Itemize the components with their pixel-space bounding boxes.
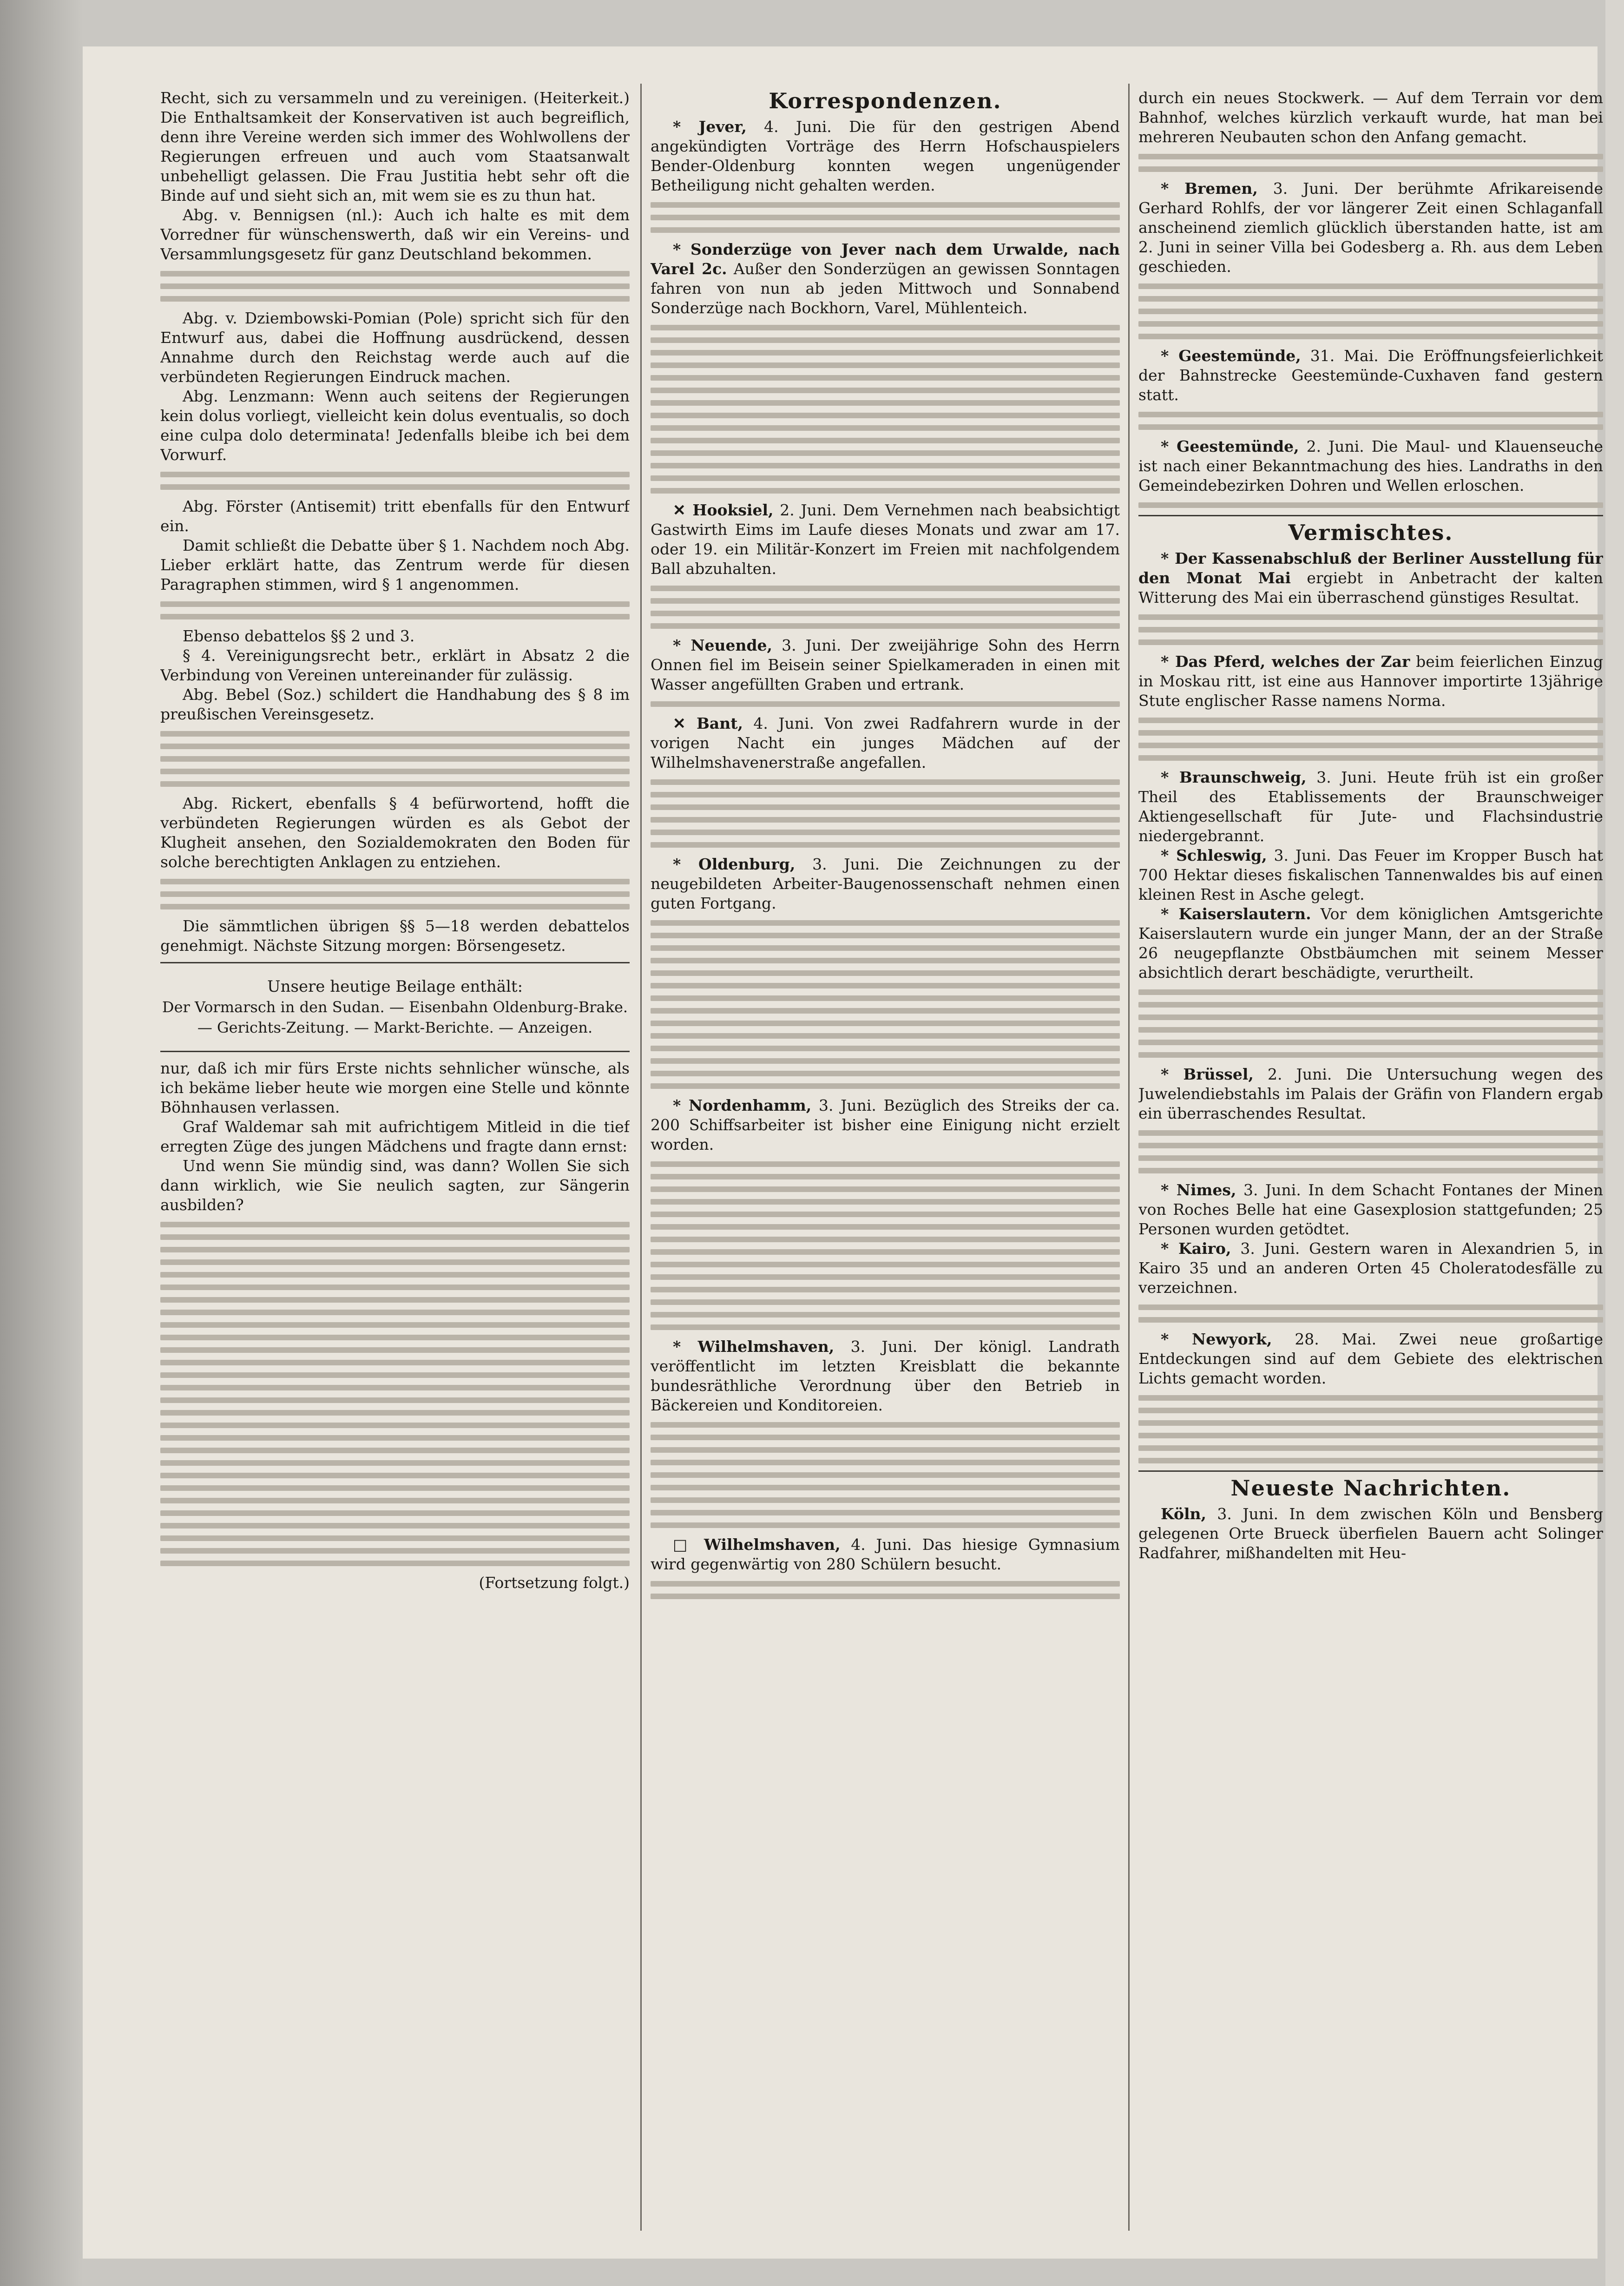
text-lines [1138,283,1603,339]
dateline-neuende: * Neuende, [673,636,773,654]
dateline-kaiserslautern: * Kaiserslautern. [1161,905,1311,923]
headline-sonderzuege: * Sonderzüge von Jever nach dem Urwalde, nach Varel 2c. [651,240,1120,278]
report-wilhelmshaven-2: 4. Juni. Das hiesige Gymnasium wird gegenwärtig von 280 Schülern besucht. [651,1535,1120,1573]
column-rule-1 [640,84,642,2231]
debate-sections: Ebenso debattelos §§ 2 und 3. [183,627,415,645]
speech-bennigsen: Abg. v. Bennigsen (nl.): Auch ich halte es mit dem Vorredner für wünschenswerth, daß wir ein Vereins- und Versammlungsgesetz für ganz Deutschland bekommen. [160,206,630,263]
text-lines [160,271,630,302]
text-lines [651,779,1120,848]
report-kaiserslautern: Vor dem königlichen Amtsgerichte Kaiserslautern wurde ein junger Mann, der an der Straße 26 neugepflanzte Obstbäumchen mit seinem Messer absichtlich derart beschädigte, verurtheilt. [1138,905,1603,982]
column-2 [651,88,1120,2226]
dateline-koeln: Köln, [1161,1505,1206,1523]
report-kairo: 3. Juni. Gestern waren in Alexandrien 5, in Kairo 35 und an anderen Orten 45 Choleratodesfälle zu verzeichnen. [1138,1239,1603,1297]
report-braunschweig: 3. Juni. Heute früh ist ein großer Theil des Etablissements der Braunschweiger Aktiengesellschaft für Jute- und Flachsindustrie niedergebrannt. [1138,768,1603,845]
text-lines [1138,502,1603,508]
dateline-oldenburg: * Oldenburg, [673,855,796,873]
speech-lenzmann: Abg. Lenzmann: Wenn auch seitens der Regierungen kein dolus vorliegt, vielleicht kein dolus eventualis, so doch eine culpa dolo determinata! Jedenfalls bleibe ich bei dem Vorwurf. [160,387,630,464]
section-heading-vermischtes: Vermischtes. [1288,520,1453,545]
divider [160,1051,630,1052]
dateline-geestemuende: * Geestemünde, [1161,347,1301,365]
dateline-newyork: * Newyork, [1161,1330,1272,1348]
feuilleton-continuation: nur, daß ich mir fürs Erste nichts sehnlicher wünsche, als ich bekäme lieber heute wie morgen eine Stelle und könnte Böhnhausen verlassen. [160,1059,630,1116]
text-lines [1138,412,1603,430]
speech-bebel: Abg. Bebel (Soz.) schildert die Handhabung des § 8 im preußischen Vereinsgesetz. [160,685,630,723]
report-neuende: 3. Juni. Der zweijährige Sohn des Herrn Onnen fiel im Beisein seiner Spielkameraden in einen mit Wasser angefüllten Graben und ertrank. [651,636,1120,693]
text-lines [651,1422,1120,1528]
report-continuation: durch ein neues Stockwerk. — Auf dem Terrain vor dem Bahnhof, welches kürzlich verkauft wurde, hat man bei mehreren Neubauten schon den Anfang gemacht. [1138,89,1603,146]
divider [1138,515,1603,516]
dateline-braunschweig: * Braunschweig, [1161,768,1307,786]
text-lines [1138,1130,1603,1173]
section-heading-korrespondenzen: Korrespondenzen. [769,88,1002,113]
report-wilhelmshaven: 3. Juni. Der königl. Landrath veröffentlicht im letzten Kreisblatt die bekannte bundesräthliche Verordnung über den Betrieb in Bäckereien und Konditoreien. [651,1337,1120,1414]
report-schleswig: 3. Juni. Das Feuer im Kropper Busch hat 700 Hektar dieses fiskalischen Tannenwaldes bis auf einen kleinen Rest in Asche gelegt. [1138,846,1603,903]
text-lines [1138,154,1603,172]
report-sonderzuege: Außer den Sonderzügen an gewissen Sonntagen fahren von nun ab jeden Mittwoch und Sonnabend Sonderzüge nach Bockhorn, Varel, Mühlenteich. [651,260,1120,317]
report-bruessel: 2. Juni. Die Untersuchung wegen des Juwelendiebstahls im Palais der Gräfin von Flandern ergab ein überraschendes Resultat. [1138,1065,1603,1122]
dateline-bruessel: * Brüssel, [1161,1065,1254,1083]
text-lines [1138,1395,1603,1463]
section-heading-neueste-nachrichten: Neueste Nachrichten. [1230,1476,1511,1501]
book-binding [0,0,83,2286]
text-lines [651,1581,1120,1599]
dateline-wilhelmshaven-2: □ Wilhelmshaven, [673,1535,841,1554]
text-lines [1138,989,1603,1058]
feuilleton-paragraph: Und wenn Sie mündig sind, was dann? Wollen Sie sich dann wirklich, wie Sie neulich sagten, zur Sängerin ausbilden? [160,1157,630,1214]
text-lines [160,1222,630,1566]
report-geestemuende: 31. Mai. Die Eröffnungsfeierlichkeit der Bahnstrecke Geestemünde-Cuxhaven fand gestern statt. [1138,347,1603,404]
text-lines [1138,1304,1603,1323]
section-4: § 4. Vereinigungsrecht betr., erklärt in Absatz 2 die Verbindung von Vereinen untereinander für zulässig. [160,646,630,684]
report-bremen: 3. Juni. Der berühmte Afrikareisende Gerhard Rohlfs, der vor längerer Zeit einen Schlaganfall anscheinend ziemlich glücklich überstanden hatte, ist am 2. Juni in seiner Villa bei Godesberg a. Rh. aus dem Leben geschieden. [1138,179,1603,276]
headline-pferd: * Das Pferd, welches der Zar [1161,652,1410,671]
headline-kassenabschluss: * Der Kassenabschluß der Berliner Ausstellung für den Monat Mai [1138,549,1603,587]
text-lines [160,601,630,619]
beilage-contents: Der Vormarsch in den Sudan. — Eisenbahn Oldenburg-Brake. — Gerichts-Zeitung. — Markt-Berichte. — Anzeigen. [162,998,628,1036]
dateline-kairo: * Kairo, [1161,1239,1231,1258]
speech-foerster: Abg. Förster (Antisemit) tritt ebenfalls für den Entwurf ein. [160,497,630,535]
article-continuation: Recht, sich zu versammeln und zu vereinigen. (Heiterkeit.) Die Enthaltsamkeit der Konservativen ist auch begreiflich, denn ihre Vereine werden sich immer des Wohlwollens der Regierungen erfreuen und auch vom Staatsanwalt unbehelligt gelassen. Die Frau Justitia hebt sehr oft die Binde auf und sieht sich an, mit wem sie es zu thun hat. [160,89,630,204]
report-newyork: 28. Mai. Zwei neue großartige Entdeckungen sind auf dem Gebiete des elektrischen Lichts gemacht worden. [1138,1330,1603,1387]
divider [160,962,630,963]
report-jever: 4. Juni. Die für den gestrigen Abend angekündigten Vorträge des Herrn Hofschauspielers Bender-Oldenburg konnten wegen ungenügender Betheiligung nicht gehalten werden. [651,118,1120,194]
column-3 [1138,88,1603,2226]
speech-rickert: Abg. Rickert, ebenfalls § 4 befürwortend, hofft die verbündeten Regierungen würden es als Gebot der Klugheit ansehen, den Sozialdemokraten den Boden für solche berechtigten Anklagen zu entziehen. [160,794,630,871]
session-end: Die sämmtlichen übrigen §§ 5—18 werden debattelos genehmigt. Nächste Sitzung morgen: Börsengesetz. [160,917,630,955]
dateline-nordenhamm: * Nordenhamm, [673,1096,812,1114]
dateline-geestemuende-2: * Geestemünde, [1161,437,1299,455]
dateline-bremen: * Bremen, [1161,179,1258,198]
report-oldenburg: 3. Juni. Die Zeichnungen zu der neugebildeten Arbeiter-Baugenossenschaft nehmen einen guten Fortgang. [651,855,1120,912]
dateline-wilhelmshaven: * Wilhelmshaven, [673,1337,835,1356]
dateline-hooksiel: ✕ Hooksiel, [673,501,774,519]
report-bant: 4. Juni. Von zwei Radfahrern wurde in der vorigen Nacht ein junges Mädchen auf der Wilhelmshavenerstraße angefallen. [651,714,1120,771]
column-rule-2 [1128,84,1130,2231]
dateline-schleswig: * Schleswig, [1161,846,1267,864]
report-nimes: 3. Juni. In dem Schacht Fontanes der Minen von Roches Belle hat eine Gasexplosion stattgefunden; 25 Personen wurden getödtet. [1138,1181,1603,1238]
text-lines [160,472,630,490]
report-nordenhamm: 3. Juni. Bezüglich des Streiks der ca. 200 Schiffsarbeiter ist bisher eine Einigung nicht erzielt worden. [651,1096,1120,1153]
dateline-jever: * Jever, [673,118,747,136]
text-lines [651,325,1120,494]
debate-close: Damit schließt die Debatte über § 1. Nachdem noch Abg. Lieber erklärt hatte, das Zentrum werde für diesen Paragraphen stimmen, wird § 1 angenommen. [160,536,630,593]
text-lines [1138,718,1603,761]
report-geestemuende-2: 2. Juni. Die Maul- und Klauenseuche ist nach einer Bekanntmachung des hies. Landraths in den Gemeindebezirken Dohren und Wellen erloschen. [1138,437,1603,494]
feuilleton-paragraph: Graf Waldemar sah mit aufrichtigem Mitleid in die tief erregten Züge des jungen Mädchens und fragte dann ernst: [160,1118,630,1155]
dateline-nimes: * Nimes, [1161,1181,1236,1199]
divider [1138,1470,1603,1472]
speech-dziembowski: Abg. v. Dziembowski-Pomian (Pole) spricht sich für den Entwurf aus, dabei die Hoffnung ausdrückend, dessen Annahme durch den Reichstag werde auch auf die verbündeten Regierungen Eindruck machen. [160,309,630,386]
report-koeln: 3. Juni. In dem zwischen Köln und Bensberg gelegenen Orte Brueck überfielen Bauern acht Solinger Radfahrer, mißhandelten mit Heu- [1138,1505,1603,1562]
text-lines [1138,614,1603,645]
column-1 [160,88,630,2254]
report-hooksiel: 2. Juni. Dem Vernehmen nach beabsichtigt Gastwirth Eims im Laufe dieses Monats und zwar am 17. oder 19. ein Militär-Konzert im Freien mit nachfolgendem Ball abzuhalten. [651,501,1120,578]
text-lines [160,879,630,909]
report-pferd: beim feierlichen Einzug in Moskau ritt, ist eine aus Hannover importirte 13jährige Stute englischer Rasse namens Norma. [1138,652,1603,710]
continuation-note: (Fortsetzung folgt.) [479,1574,630,1592]
text-lines [651,1161,1120,1330]
beilage-title: Unsere heutige Beilage enthält: [267,977,523,996]
text-lines [651,202,1120,233]
beilage-box [160,970,630,1044]
text-lines [651,586,1120,629]
report-kassenabschluss: ergiebt in Anbetracht der kalten Witterung des Mai ein überraschend günstiges Resultat. [1138,569,1603,606]
adjacent-page-edge [1605,0,1624,2286]
text-lines [651,920,1120,1089]
dateline-bant: ✕ Bant, [673,714,743,732]
text-lines [160,731,630,787]
text-lines [651,701,1120,707]
